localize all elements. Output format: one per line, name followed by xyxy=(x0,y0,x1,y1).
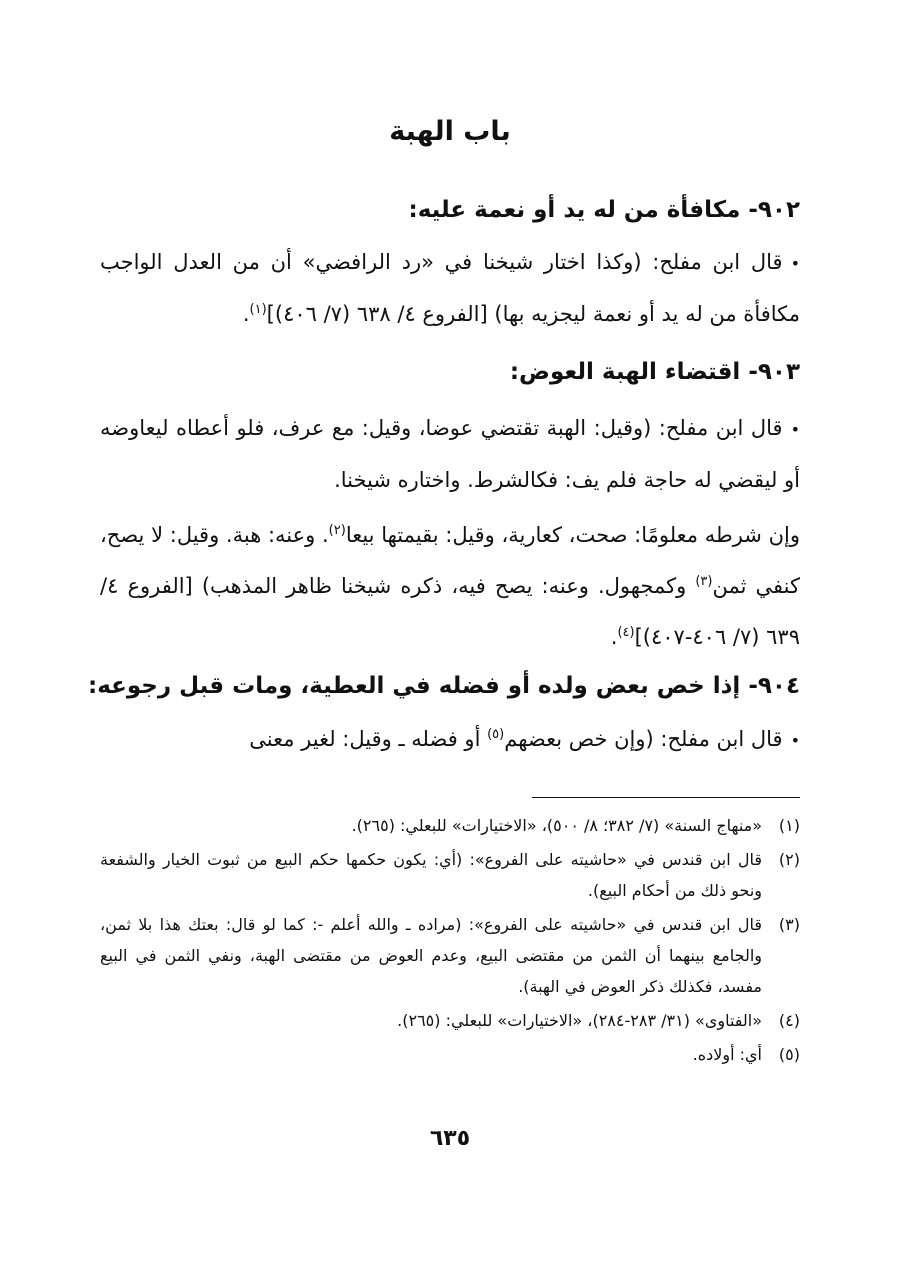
paragraph-text: قال ابن مفلح: (وكذا اختار شيخنا في «رد الرافضي» أن من العدل الواجب مكافأة من له يد أو نعمة ليجزيه بها) [الفروع ٤/ ٦٣٨ (٧/ ٤٠٦)] xyxy=(100,250,800,326)
footnote-ref-4: (٤) xyxy=(617,625,635,640)
paragraph-903-b xyxy=(100,510,800,663)
footnotes xyxy=(100,810,800,1073)
footnote-number: (٥) xyxy=(778,1045,800,1064)
section-heading-904: ٩٠٤- إذا خص بعض ولده أو فضله في العطية، ومات قبل رجوعه: xyxy=(88,673,800,699)
footnote-number: (٢) xyxy=(778,850,800,869)
paragraph-tail: . xyxy=(242,302,250,326)
footnote-1 xyxy=(100,810,800,841)
footnote-ref-1: (١) xyxy=(249,302,267,317)
paragraph-tail: . xyxy=(610,625,618,649)
paragraph-902 xyxy=(100,237,800,340)
footnote-ref-5: (٥) xyxy=(487,727,505,742)
footnote-text: «منهاج السنة» (٧/ ٣٨٢؛ ٨/ ٥٠٠)، «الاختيارات» للبعلي: (٢٦٥). xyxy=(351,816,762,835)
paragraph-904 xyxy=(100,714,800,766)
footnote-text: قال ابن قندس في «حاشيته على الفروع»: (مراده ـ والله أعلم -: كما لو قال: بعتك هذا بلا ثمن، والجامع بينهما أن الثمن من مقتضى البيع، وعدم العوض من مقتضى الهبة، ونفي الثمن في البيع مفسد، فكذلك ذكر العوض في الهبة). xyxy=(100,915,762,996)
footnote-number: (١) xyxy=(778,816,800,835)
footnote-ref-2: (٢) xyxy=(328,523,346,538)
page-number: ٦٣٥ xyxy=(429,1126,471,1151)
footnote-5 xyxy=(100,1039,800,1070)
bullet-mark: • xyxy=(790,731,800,750)
footnote-3 xyxy=(100,909,800,1002)
footnote-separator xyxy=(532,797,800,798)
paragraph-text: قال ابن مفلح: (وقيل: الهبة تقتضي عوضا، وقيل: مع عرف، فلو أعطاه ليعاوضه أو ليقضي له حاجة فلم يف: فكالشرط. واختاره شيخنا. xyxy=(100,416,800,492)
paragraph-text-part2: أو فضله ـ وقيل: لغير معنى xyxy=(249,727,488,751)
paragraph-text-part2: . وعنه: هبة. وقيل: لا يصح، كنفي ثمن xyxy=(100,523,800,598)
section-heading-902: ٩٠٢- مكافأة من له يد أو نعمة عليه: xyxy=(408,197,800,223)
footnote-ref-3: (٣) xyxy=(695,574,713,589)
bullet-mark: • xyxy=(790,420,800,439)
section-heading-903: ٩٠٣- اقتضاء الهبة العوض: xyxy=(509,359,800,385)
paragraph-text-part1: وإن شرطه معلومًا: صحت، كعارية، وقيل: بقيمتها بيعا xyxy=(345,523,800,547)
paragraph-903-a xyxy=(100,403,800,506)
footnote-number: (٤) xyxy=(778,1011,800,1030)
footnote-number: (٣) xyxy=(778,915,800,934)
footnote-text: «الفتاوى» (٣١/ ٢٨٣-٢٨٤)، «الاختيارات» للبعلي: (٢٦٥). xyxy=(397,1011,762,1030)
footnote-2 xyxy=(100,844,800,906)
footnote-text: قال ابن قندس في «حاشيته على الفروع»: (أي: يكون حكمها حكم البيع من ثبوت الخيار والشفعة ونحو ذلك من أحكام البيع). xyxy=(100,850,762,900)
chapter-title: باب الهبة xyxy=(389,116,511,147)
paragraph-text-part3: وكمجهول. وعنه: يصح فيه، ذكره شيخنا ظاهر المذهب) [الفروع ٤/ ٦٣٩ (٧/ ٤٠٦-٤٠٧)] xyxy=(100,574,800,649)
footnote-4 xyxy=(100,1005,800,1036)
bullet-mark: • xyxy=(790,254,800,273)
footnote-text: أي: أولاده. xyxy=(692,1045,762,1064)
paragraph-text-part1: قال ابن مفلح: (وإن خص بعضهم xyxy=(504,727,783,751)
